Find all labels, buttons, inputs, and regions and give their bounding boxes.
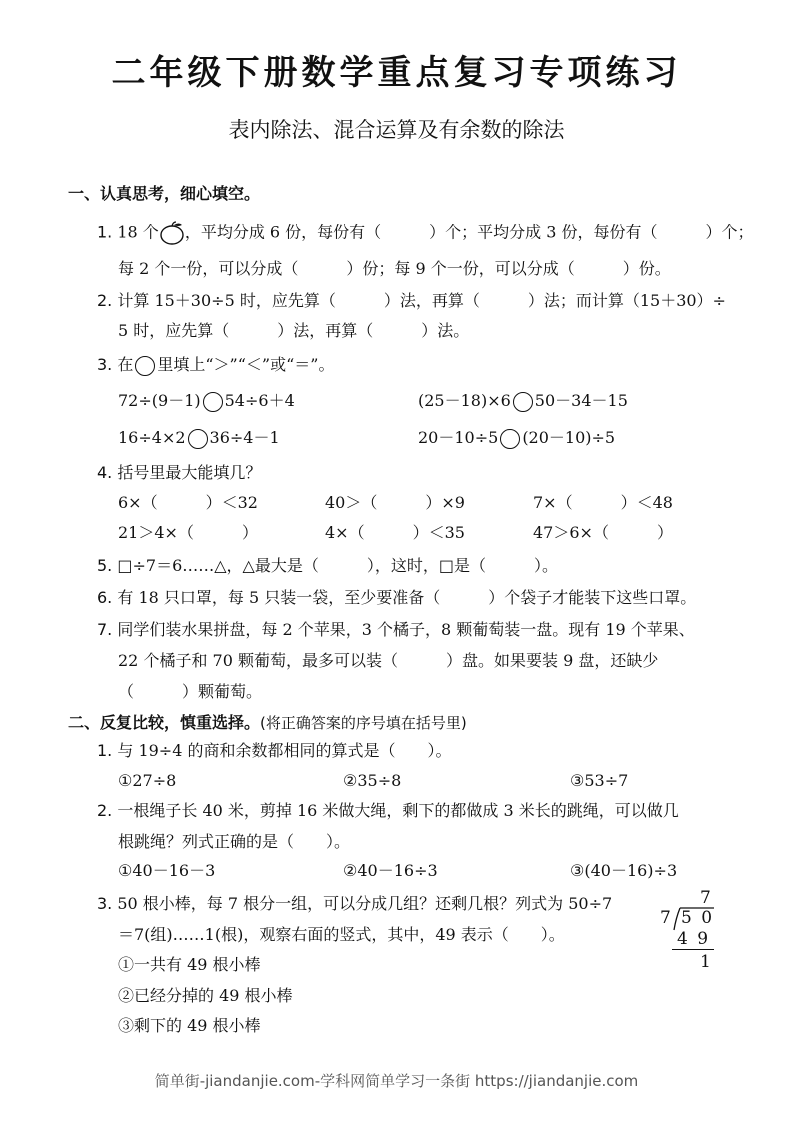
page-title: 二年级下册数学重点复习专项练习 xyxy=(111,53,682,93)
question-2-1 xyxy=(97,741,451,761)
question-number: 7. xyxy=(97,620,113,639)
expr-right: 54÷6＋4 xyxy=(224,391,295,410)
division-dividend: 5 0 xyxy=(681,908,715,928)
question-number: 2. xyxy=(97,291,113,310)
option-1[interactable]: ①一共有 49 根小棒 xyxy=(118,955,261,974)
q7-line1: 同学们装水果拼盘，每 2 个苹果，3 个橘子，8 颗葡萄装一盘。现有 19 个苹果、 xyxy=(117,620,695,639)
fill-item: 40＞（ ）×9 xyxy=(325,493,465,512)
q1-text-b: ，平均分成 6 份，每份有（ ）个；平均分成 3 份，每份有（ ）个； xyxy=(184,222,754,242)
fill-item: 47＞6×（ ） xyxy=(533,523,673,542)
s2q3-line1: 50 根小棒，每 7 根分一组，可以分成几组？还剩几根？列式为 50÷7 xyxy=(117,894,613,913)
option-3[interactable]: ③剩下的 49 根小棒 xyxy=(118,1016,261,1035)
option-3[interactable]: ③53÷7 xyxy=(570,771,629,790)
answer-circle-icon[interactable] xyxy=(203,392,223,412)
division-remainder: 1 xyxy=(700,952,711,972)
option-2[interactable]: ②40－16÷3 xyxy=(343,861,438,880)
section1-heading: 一、认真思考，细心填空。 xyxy=(68,184,261,203)
footer-watermark: 简单街-jiandanjie.com-学科网简单学习一条街 https://jiandanjie.com xyxy=(154,1072,639,1090)
expr-left: 72÷(9－1) xyxy=(118,391,201,410)
question-1-5 xyxy=(97,556,558,576)
q7-line3: （ ）颗葡萄。 xyxy=(118,682,263,701)
option-3[interactable]: ③(40－16)÷3 xyxy=(570,861,678,880)
expr-right: (20－10)÷5 xyxy=(522,428,616,447)
section2-note: (将正确答案的序号填在括号里) xyxy=(260,714,467,732)
division-line xyxy=(672,949,714,950)
expr-right: 50－34－15 xyxy=(534,391,628,410)
q4-text: 括号里最大能填几？ xyxy=(117,463,262,482)
section2-heading xyxy=(68,710,467,733)
question-2-3 xyxy=(97,894,612,914)
answer-circle-icon[interactable] xyxy=(188,429,208,449)
fill-item: 21＞4×（ ） xyxy=(118,523,258,542)
compare-item xyxy=(118,428,280,449)
q7-line2: 22 个橘子和 70 颗葡萄，最多可以装（ ）盘。如果要装 9 盘，还缺少 xyxy=(118,651,659,670)
section2-title: 二、反复比较，慎重选择。 xyxy=(68,713,261,732)
option-2[interactable]: ②已经分掉的 49 根小棒 xyxy=(118,986,293,1005)
s2q2-line1: 一根绳子长 40 米，剪掉 16 米做大绳，剩下的都做成 3 米长的跳绳，可以做几 xyxy=(117,801,679,820)
option-2[interactable]: ②35÷8 xyxy=(343,771,402,790)
question-number: 3. xyxy=(97,894,113,913)
option-1[interactable]: ①40－16－3 xyxy=(118,861,216,880)
question-number: 3. xyxy=(97,355,113,374)
question-number: 5. xyxy=(97,556,113,575)
question-1-4 xyxy=(97,463,261,483)
q3-text-b: 里填上“＞”“＜”或“＝”。 xyxy=(157,355,335,374)
option-1[interactable]: ①27÷8 xyxy=(118,771,177,790)
question-1-1 xyxy=(97,221,754,245)
question-1-2 xyxy=(97,291,726,311)
q2-line1: 计算 15＋30÷5 时，应先算（ ）法，再算（ ）法；而计算（15＋30）÷ xyxy=(117,291,726,310)
page-subtitle: 表内除法、混合运算及有余数的除法 xyxy=(228,118,565,142)
compare-item xyxy=(418,428,615,449)
q3-text-a: 在 xyxy=(117,355,134,374)
question-number: 2. xyxy=(97,801,113,820)
fill-item: 7×（ ）＜48 xyxy=(533,493,673,512)
answer-circle-icon[interactable] xyxy=(513,392,533,412)
question-number: 1. xyxy=(97,222,113,242)
q1-text-a: 18 个 xyxy=(117,222,159,242)
q2-line2: 5 时，应先算（ ）法，再算（ ）法。 xyxy=(118,321,470,340)
question-1-3 xyxy=(97,355,334,376)
question-1-7 xyxy=(97,620,695,640)
fill-item: 4×（ ）＜35 xyxy=(325,523,465,542)
question-number: 1. xyxy=(97,741,113,760)
expr-left: 20－10÷5 xyxy=(418,428,499,447)
q6-text: 有 18 只口罩，每 5 只装一袋，至少要准备（ ）个袋子才能装下这些口罩。 xyxy=(117,588,697,607)
expr-left: 16÷4×2 xyxy=(118,428,186,447)
expr-left: (25－18)×6 xyxy=(418,391,511,410)
apple-icon xyxy=(159,221,185,245)
answer-circle-icon[interactable] xyxy=(500,429,520,449)
q1-line2: 每 2 个一份，可以分成（ ）份；每 9 个一份，可以分成（ ）份。 xyxy=(118,259,671,278)
s2q2-line2: 根跳绳？列式正确的是（ ）。 xyxy=(118,832,351,851)
division-divisor: 7 xyxy=(660,908,671,928)
q5-text: □÷7＝6……△，△最大是（ ），这时，□是（ ）。 xyxy=(117,556,558,575)
expr-right: 36÷4－1 xyxy=(209,428,280,447)
division-quotient: 7 xyxy=(700,888,711,908)
compare-item xyxy=(418,391,628,412)
division-product: 4 9 xyxy=(677,929,711,949)
fill-item: 6×（ ）＜32 xyxy=(118,493,258,512)
compare-item xyxy=(118,391,295,412)
compare-circle-icon xyxy=(135,356,155,376)
s2q3-line2: ＝7(组)……1(根)，观察右面的竖式，其中，49 表示（ ）。 xyxy=(118,925,565,944)
s2q1-text: 与 19÷4 的商和余数都相同的算式是（ ）。 xyxy=(117,741,452,760)
question-1-6 xyxy=(97,588,696,608)
question-2-2 xyxy=(97,801,679,821)
question-number: 4. xyxy=(97,463,113,482)
question-number: 6. xyxy=(97,588,113,607)
